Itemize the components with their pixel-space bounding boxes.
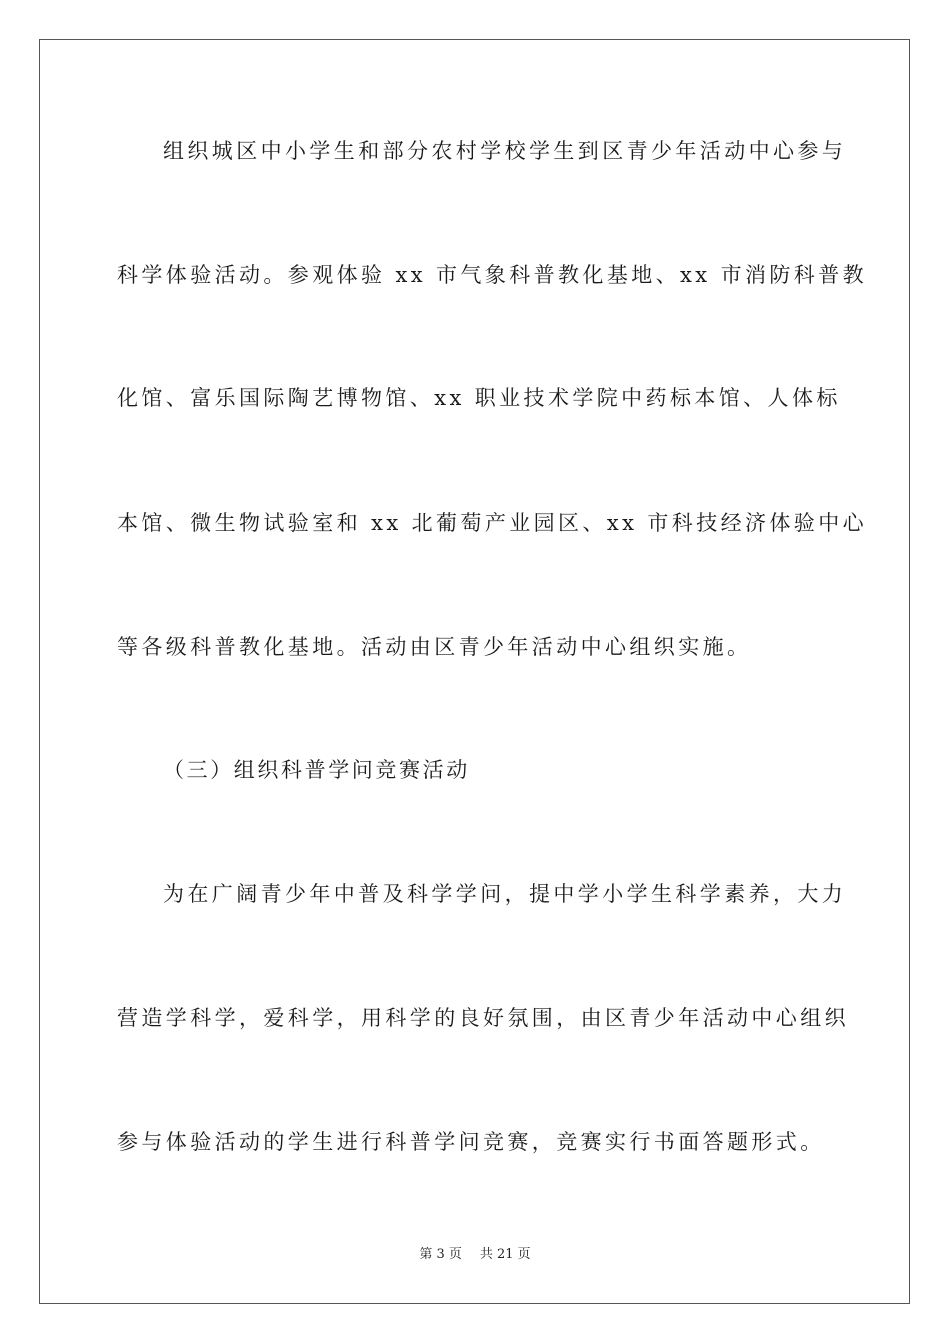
page-number: 第 3 页 [419,1247,462,1262]
paragraph-1-line-3: 化馆、富乐国际陶艺博物馆、xx 职业技术学院中药标本馆、人体标 [117,386,841,410]
paragraph-2-line-1: 为在广阔青少年中普及科学学问，提中学小学生科学素养，大力 [163,882,847,906]
paragraph-1-line-2: 科学体验活动。参观体验 xx 市气象科普教化基地、xx 市消防科普教 [117,263,867,287]
paragraph-2-line-3: 参与体验活动的学生进行科普学问竞赛，竞赛实行书面答题形式。 [117,1130,825,1154]
page-total: 共 21 页 [479,1247,531,1262]
paragraph-2-line-2: 营造学科学，爱科学，用科学的良好氛围，由区青少年活动中心组织 [117,1006,849,1030]
page-footer [0,1246,950,1264]
paragraph-1-line-1: 组织城区中小学生和部分农村学校学生到区青少年活动中心参与 [163,139,847,163]
page-border [39,39,910,1304]
paragraph-1-line-4: 本馆、微生物试验室和 xx 北葡萄产业园区、xx 市科技经济体验中心 [117,511,867,535]
paragraph-1-line-5: 等各级科普教化基地。活动由区青少年活动中心组织实施。 [117,635,752,659]
section-heading: （三）组织科普学问竞赛活动 [163,758,470,782]
